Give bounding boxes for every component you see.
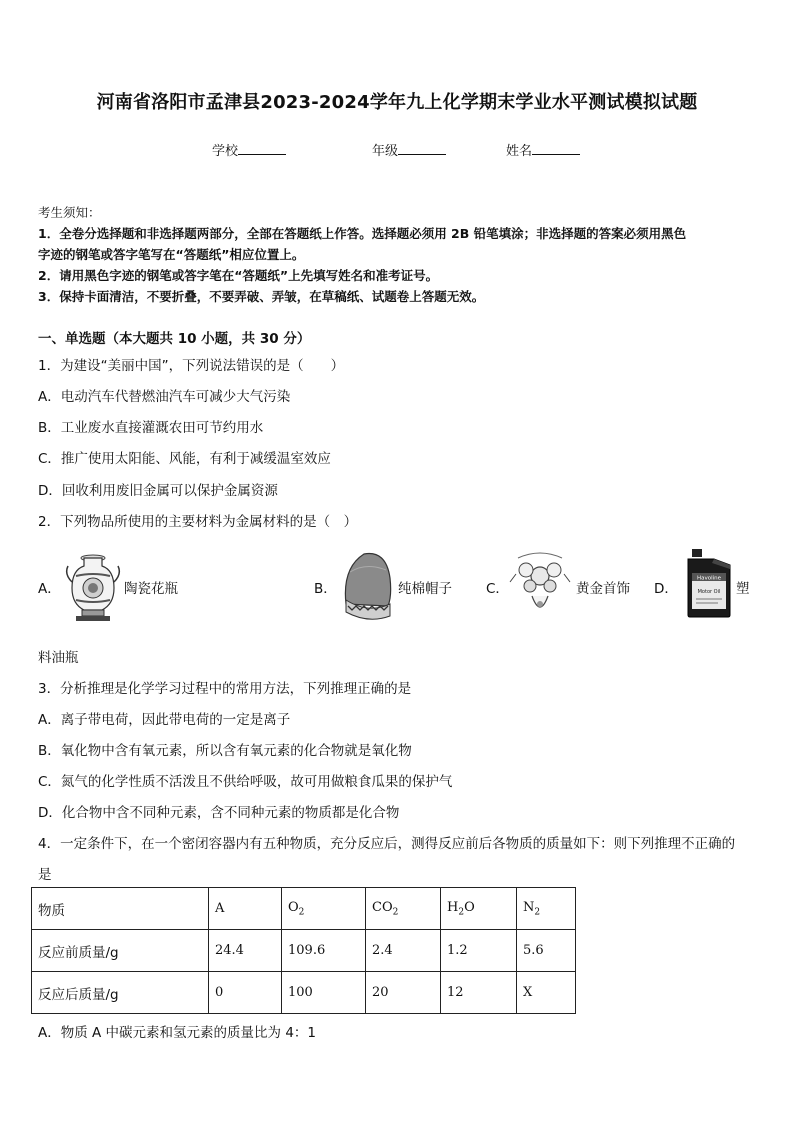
cotton-hat-icon	[340, 548, 394, 622]
table-cell: 0	[209, 972, 282, 1014]
table-cell: X	[517, 972, 576, 1014]
table-header-cell: $H_2O$	[441, 888, 517, 930]
q2-option-d-label-tail: 塑	[736, 581, 750, 597]
table-header-cell: $CO_2$	[366, 888, 441, 930]
q1-stem: 1．为建设“美丽中国”，下列说法错误的是（ ）	[38, 358, 345, 374]
table-header-cell: $N_2$	[517, 888, 576, 930]
bottle-sub-text: Motor Oil	[697, 589, 721, 595]
q2-option-b-label: 纯棉帽子	[398, 581, 452, 597]
table-cell: 109.6	[282, 930, 366, 972]
exam-notice	[38, 202, 758, 307]
q3-option-d[interactable]: D．化合物中含不同种元素，含不同种元素的物质都是化合物	[38, 805, 400, 821]
table-header-row	[32, 888, 576, 930]
grade-label: 年级	[372, 144, 399, 159]
table-cell: 2.4	[366, 930, 441, 972]
name-blank[interactable]	[532, 142, 580, 155]
q2-option-d-letter[interactable]: D．	[654, 581, 678, 597]
table-cell: 20	[366, 972, 441, 1014]
grade-field	[372, 140, 446, 159]
table-cell: 5.6	[517, 930, 576, 972]
q3-option-b[interactable]: B．氧化物中含有氧元素，所以含有氧元素的化合物就是氧化物	[38, 743, 412, 759]
q4-option-a[interactable]: A．物质 A 中碳元素和氢元素的质量比为 4：1	[38, 1025, 317, 1041]
q2-option-b-letter[interactable]: B．	[314, 581, 337, 597]
table-row	[32, 930, 576, 972]
notice-item-3: 3．保持卡面清洁，不要折叠，不要弄破、弄皱，在草稿纸、试题卷上答题无效。	[38, 289, 485, 304]
bottle-brand-text: Havoline	[696, 575, 722, 582]
q3-stem: 3．分析推理是化学学习过程中的常用方法，下列推理正确的是	[38, 681, 412, 697]
q4-stem-cont: 是	[38, 867, 52, 883]
q3-option-a[interactable]: A．离子带电荷，因此带电荷的一定是离子	[38, 712, 291, 728]
notice-heading: 考生须知：	[38, 205, 101, 220]
table-row-label: 反应后质量/g	[32, 972, 209, 1014]
section-heading: 一、单选题（本大题共 10 小题，共 30 分）	[38, 331, 311, 347]
q1-option-c[interactable]: C．推广使用太阳能、风能，有利于减缓温室效应	[38, 451, 331, 467]
table-header-cell: A	[209, 888, 282, 930]
q2-option-a-label: 陶瓷花瓶	[124, 581, 178, 597]
notice-item-1-cont: 字迹的钢笔或答字笔写在“答题纸”相应位置上。	[38, 247, 305, 262]
name-field	[506, 140, 580, 159]
q2-option-a-letter[interactable]: A．	[38, 581, 61, 597]
grade-blank[interactable]	[398, 142, 446, 155]
porcelain-vase-icon	[64, 552, 122, 622]
table-header-cell: $O_2$	[282, 888, 366, 930]
plastic-oil-bottle-icon	[684, 547, 734, 619]
table-cell: 24.4	[209, 930, 282, 972]
q3-option-c[interactable]: C．氮气的化学性质不活泼且不供给呼吸，故可用做粮食瓜果的保护气	[38, 774, 453, 790]
notice-item-1: 1．全卷分选择题和非选择题两部分，全部在答题纸上作答。选择题必须用 2B 铅笔填涂；非选择题的答案必须用黑色	[38, 226, 687, 241]
q2-option-d-label-next: 料油瓶	[38, 650, 79, 666]
mass-table	[31, 887, 576, 1014]
table-cell: 12	[441, 972, 517, 1014]
q2-option-c-label: 黄金首饰	[576, 581, 630, 597]
school-blank[interactable]	[238, 142, 286, 155]
q1-option-a[interactable]: A．电动汽车代替燃油汽车可减少大气污染	[38, 389, 291, 405]
exam-title: 河南省洛阳市孟津县2023-2024学年九上化学期末学业水平测试模拟试题	[96, 92, 698, 113]
name-label: 姓名	[506, 144, 533, 159]
table-row	[32, 972, 576, 1014]
q2-stem: 2．下列物品所使用的主要材料为金属材料的是（ ）	[38, 514, 358, 530]
gold-jewelry-icon	[508, 546, 572, 620]
table-row-label: 反应前质量/g	[32, 930, 209, 972]
notice-item-2: 2．请用黑色字迹的钢笔或答字笔在“答题纸”上先填写姓名和准考证号。	[38, 268, 439, 283]
table-cell: 100	[282, 972, 366, 1014]
table-header-cell: 物质	[32, 888, 209, 930]
q2-option-c-letter[interactable]: C．	[486, 581, 509, 597]
q1-option-b[interactable]: B．工业废水直接灌溉农田可节约用水	[38, 420, 264, 436]
school-field	[212, 140, 286, 159]
table-cell: 1.2	[441, 930, 517, 972]
q1-option-d[interactable]: D．回收利用废旧金属可以保护金属资源	[38, 483, 278, 499]
school-label: 学校	[212, 144, 239, 159]
q4-stem: 4．一定条件下，在一个密闭容器内有五种物质，充分反应后，测得反应前后各物质的质量如下：则下列推理不正确的	[38, 836, 736, 852]
